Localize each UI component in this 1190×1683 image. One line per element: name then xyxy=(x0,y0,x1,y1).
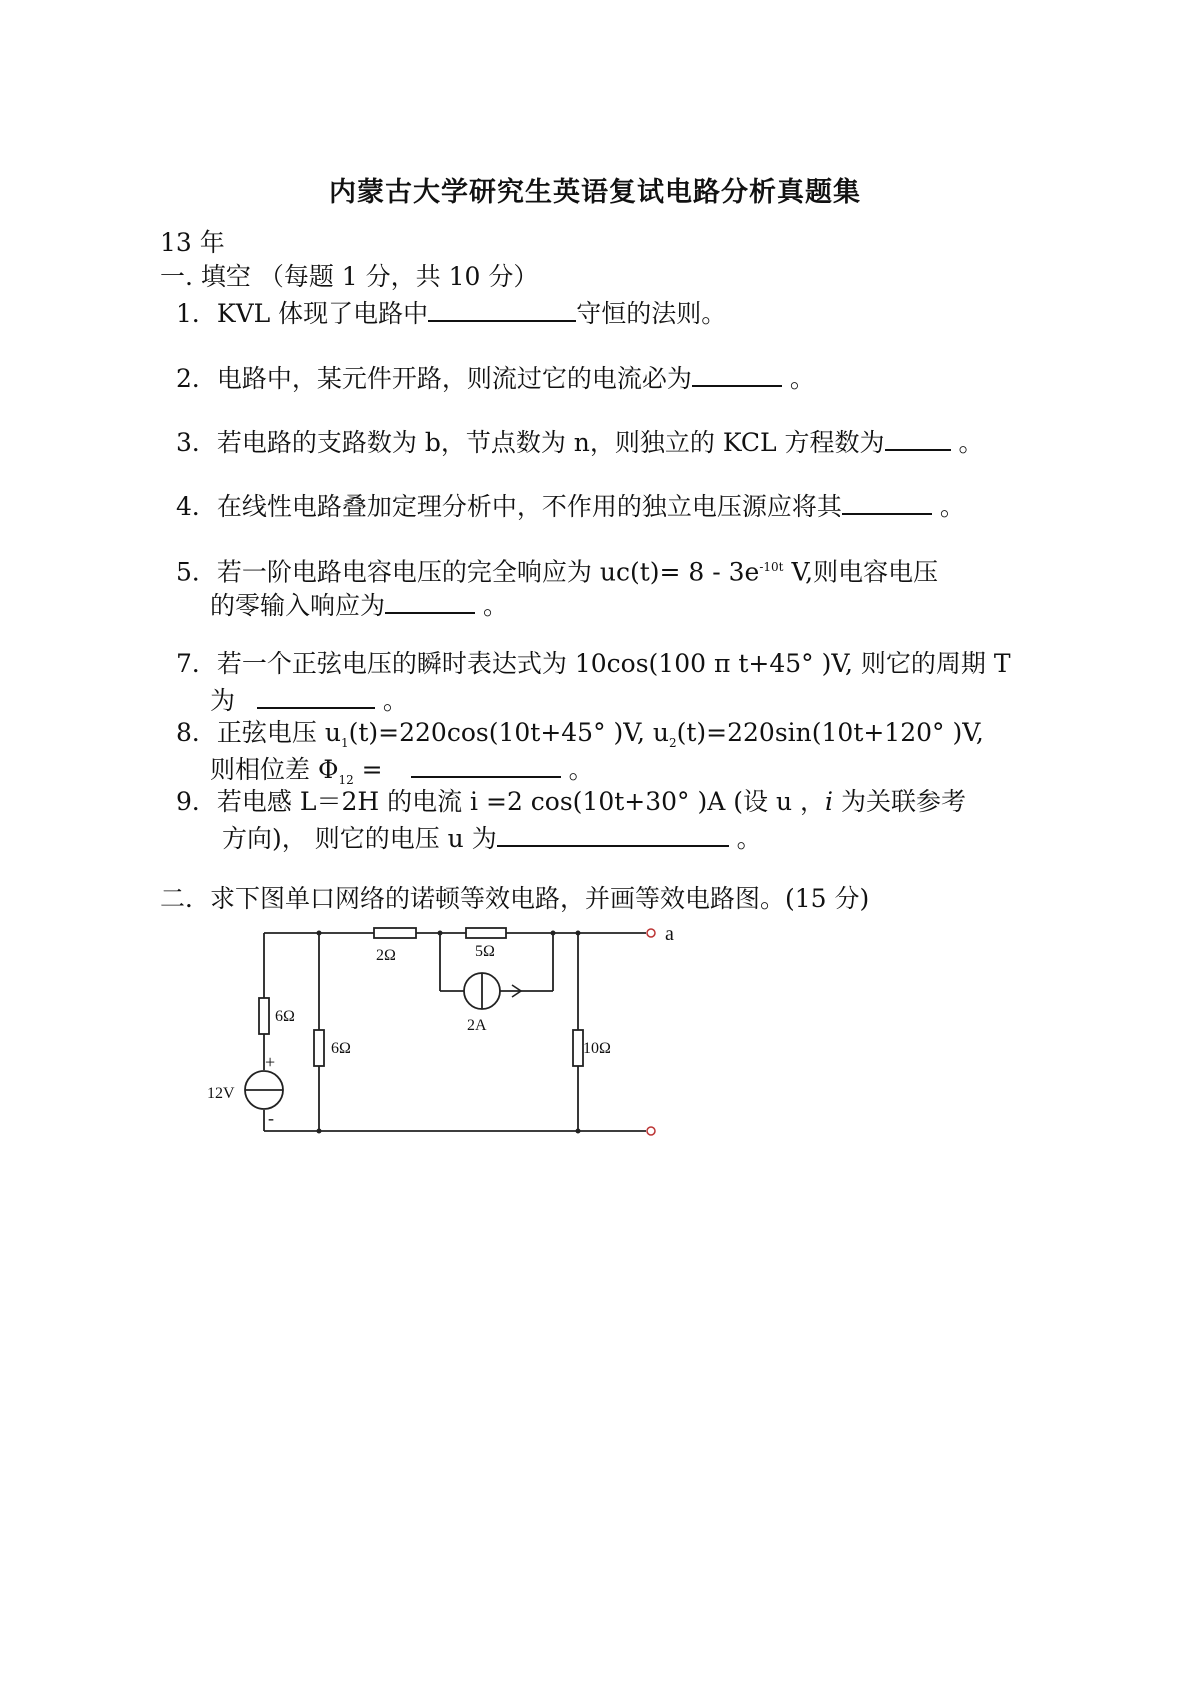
question-text: 守恒的法则。 xyxy=(576,299,727,328)
answer-blank xyxy=(885,425,951,451)
subscript: 12 xyxy=(338,773,354,787)
question-number: 2． xyxy=(176,364,217,393)
question-text: 为 xyxy=(210,686,243,715)
resistor-label: 6Ω xyxy=(331,1040,351,1057)
voltage-source-label: 12V xyxy=(207,1085,235,1102)
question-text: 。 xyxy=(475,591,508,620)
answer-blank xyxy=(411,752,561,778)
question-text: 正弦电压 u xyxy=(216,718,341,747)
answer-blank xyxy=(497,821,729,847)
terminal-label: a xyxy=(665,923,674,945)
year-label: 13 年 xyxy=(160,228,225,257)
answer-blank xyxy=(842,489,932,515)
terminal-b xyxy=(647,1127,655,1135)
question-1 xyxy=(176,296,726,329)
question-5-continued xyxy=(210,588,508,621)
plus-sign: + xyxy=(265,1052,276,1072)
question-text: 为关联参考 xyxy=(833,787,966,816)
question-text: 在线性电路叠加定理分析中，不作用的独立电压源应将其 xyxy=(216,492,842,521)
question-4 xyxy=(176,489,965,522)
resistor-2ohm xyxy=(374,928,416,938)
current-source-label: 2A xyxy=(467,1017,487,1034)
node xyxy=(438,931,443,936)
question-text: 。 xyxy=(374,686,408,715)
resistor-label: 2Ω xyxy=(376,947,396,964)
answer-blank xyxy=(428,296,576,322)
answer-blank xyxy=(257,683,375,709)
question-text: 电路中，某元件开路，则流过它的电流必为 xyxy=(216,364,692,393)
question-text: 则相位差 Φ xyxy=(210,755,339,784)
question-text: KVL 体现了电路中 xyxy=(216,299,429,328)
node xyxy=(576,1129,581,1134)
resistor-label: 6Ω xyxy=(275,1008,295,1025)
question-text: 若一个正弦电压的瞬时表达式为 10cos(100 π t+45° )V, 则它的周期 T xyxy=(216,649,1011,678)
question-5 xyxy=(176,552,938,587)
question-text: (t)=220cos(10t+45° )V, u xyxy=(348,718,669,747)
question-text: 若电路的支路数为 b，节点数为 n，则独立的 KCL 方程数为 xyxy=(216,428,885,457)
question-number: 1． xyxy=(176,299,217,328)
circuit-diagram xyxy=(190,918,710,1148)
question-text: 方向)， 则它的电压 u 为 xyxy=(222,824,497,853)
subscript: 2 xyxy=(668,736,677,750)
current-symbol: i xyxy=(825,787,834,816)
question-9 xyxy=(176,787,966,817)
section2-heading: 二．求下图单口网络的诺顿等效电路，并画等效电路图。(15 分) xyxy=(160,884,870,913)
question-text: V,则电容电压 xyxy=(783,557,939,587)
terminal-a xyxy=(647,929,655,937)
question-number: 7． xyxy=(176,649,217,678)
resistor-10ohm xyxy=(573,1030,583,1066)
minus-sign: - xyxy=(268,1108,274,1128)
resistor-label: 5Ω xyxy=(475,943,495,960)
question-number: 9． xyxy=(176,787,217,816)
question-number: 4． xyxy=(176,492,217,521)
question-text: 。 xyxy=(560,755,594,784)
answer-blank xyxy=(385,588,475,614)
question-3 xyxy=(176,425,984,458)
question-text: 若一阶电路电容电压的完全响应为 uc(t)= 8 - 3e xyxy=(216,557,760,587)
question-text: = xyxy=(353,755,383,784)
node xyxy=(317,931,322,936)
question-text: 。 xyxy=(781,364,815,393)
question-9-continued xyxy=(222,821,762,854)
question-text: 的零输入响应为 xyxy=(210,591,386,620)
resistor-label: 10Ω xyxy=(583,1040,611,1057)
section1-heading: 一. 填空 （每题 1 分，共 10 分） xyxy=(160,262,539,291)
question-number: 8． xyxy=(176,718,217,747)
question-2 xyxy=(176,361,815,394)
question-number: 5． xyxy=(176,557,217,587)
node xyxy=(317,1129,322,1134)
resistor-5ohm xyxy=(466,928,506,938)
exponent: -10t xyxy=(759,560,784,574)
voltage-source xyxy=(245,1071,283,1109)
question-7 xyxy=(176,649,1011,679)
resistor-6ohm-shunt xyxy=(314,1030,324,1066)
subscript: 1 xyxy=(340,736,349,750)
question-text: 。 xyxy=(728,824,762,853)
question-7-continued xyxy=(210,683,408,716)
question-text: (t)=220sin(10t+120° )V, xyxy=(676,718,984,747)
node xyxy=(551,931,556,936)
resistor-6ohm-series xyxy=(259,998,269,1034)
question-text: 若电感 L＝2H 的电流 i =2 cos(10t+30° )A (设 u ， xyxy=(216,787,826,816)
question-number: 3． xyxy=(176,428,217,457)
answer-blank xyxy=(692,361,782,387)
question-text: 。 xyxy=(931,492,965,521)
document-title: 内蒙古大学研究生英语复试电路分析真题集 xyxy=(329,177,861,208)
question-text: 。 xyxy=(950,428,984,457)
node xyxy=(576,931,581,936)
